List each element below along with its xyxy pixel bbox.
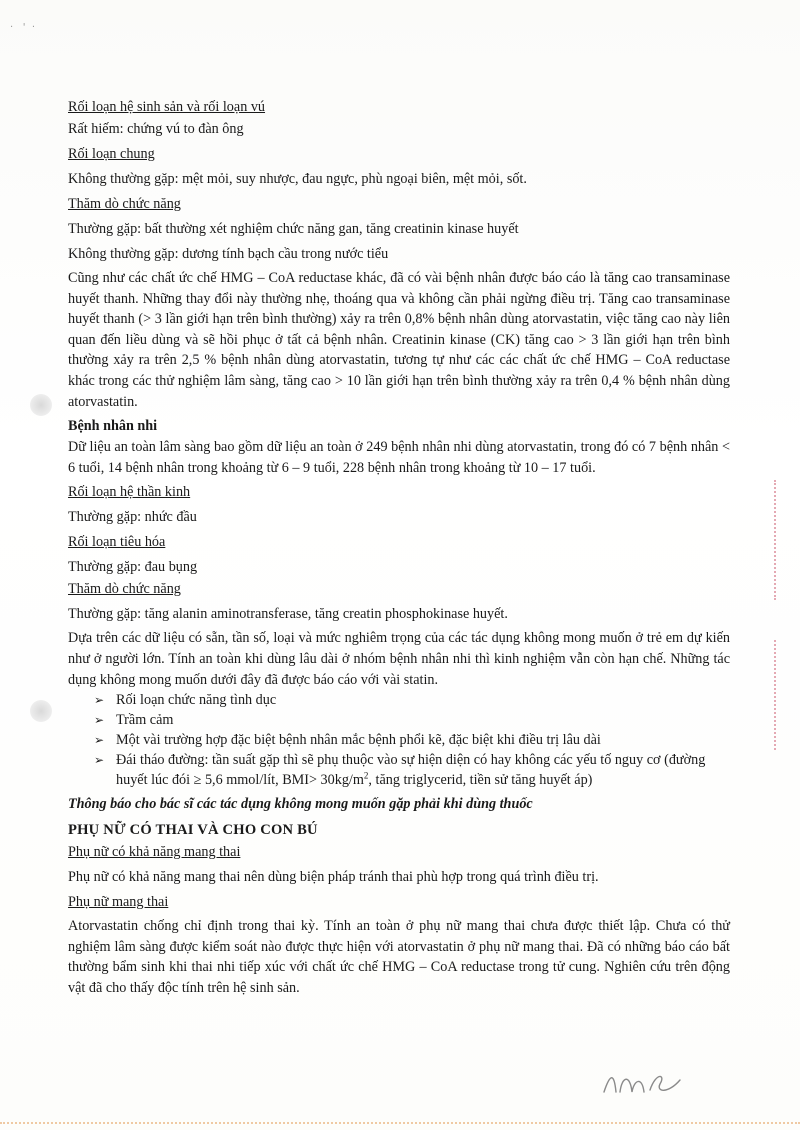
pediatric-gi-heading: Rối loạn tiêu hóa [68,534,166,551]
tests-line-1: Thường gặp: bất thường xét nghiệm chức năng gan, tăng creatinin kinase huyết [68,221,519,237]
general-line: Không thường gặp: mệt mỏi, suy nhược, đau ngực, phù ngoại biên, mệt mỏi, sốt. [68,171,527,187]
margin-mark [774,640,794,750]
pediatric-heading: Bệnh nhân nhi [68,418,158,435]
punch-hole [30,700,52,722]
arrow-bullet-icon: ➢ [94,713,105,728]
fertile-heading: Phụ nữ có khả năng mang thai [68,844,241,861]
punch-hole [30,394,52,416]
repro-line: Rất hiếm: chứng vú to đàn ông [68,121,244,137]
tests-heading: Thăm dò chức năng [68,196,181,212]
pediatric-neuro-line: Thường gặp: nhức đầu [68,509,197,526]
pregnant-paragraph: Atorvastatin chống chỉ định trong thai kỳ. Tính an toàn ở phụ nữ mang thai chưa được thiết lập. Chưa có thử nghiệm lâm sàng được kiểm soát nào được thực hiện với atorvastatin ở phụ nữ mang thai. Đã có những báo cáo bất thường bẩm sinh khi thai nhi tiếp xúc với chất ức chế HMG – CoA reductase trong tử cung. Nghiên cứu trên động vật đã cho thấy độc tính trên hệ sinh sản. [68,918,730,996]
statin-effects-list [68,690,730,790]
tests-paragraph: Cũng như các chất ức chế HMG – CoA reductase khác, đã có vài bệnh nhân được báo cáo là tăng cao transaminase huyết thanh. Những thay đổi này thường nhẹ, thoáng qua và không cần phải ngừng điều trị. Tăng cao transaminase huyết thanh (> 3 lần giới hạn trên bình thường) xảy ra trên 0,8% bệnh nhân dùng atorvastatin, việc tăng cao này liên quan đến liều dùng và sẽ hồi phục ở tất cả bệnh nhân. Creatinin kinase (CK) tăng cao > 3 lần giới hạn trên bình thường xảy ra trên 2,5 % bệnh nhân dùng atorvastatin, tương tự như các các chất ức chế HMG – CoA reductase khác trong các thử nghiệm lâm sàng, tăng cao > 10 lần giới hạn trên bình thường xảy ra trên 0,4 % bệnh nhân dùng atorvastatin. [68,270,730,410]
document-body [68,96,730,999]
doctor-notice: Thông báo cho bác sĩ các tác dụng không mong muốn gặp phải khi dùng thuốc [68,796,533,813]
arrow-bullet-icon: ➢ [94,733,105,748]
page-bottom-edge [0,1122,800,1124]
arrow-bullet-icon: ➢ [94,693,105,708]
general-heading: Rối loạn chung [68,146,155,162]
list-item: ➢ Đái tháo đường: tần suất gặp thì sẽ phụ thuộc vào sự hiện diện có hay không các yếu tố nguy cơ (đường huyết lúc đói ≥ 5,6 mmol/lít, $BMI> 30kg/m^2$, tăng triglycerid, tiền sử tăng huyết áp) [94,752,706,789]
pediatric-tests-heading: Thăm dò chức năng [68,581,181,598]
margin-mark [774,480,794,600]
list-item: ➢ Một vài trường hợp đặc biệt bệnh nhân mắc bệnh phổi kẽ, đặc biệt khi điều trị lâu dài [94,732,601,749]
pregnant-heading: Phụ nữ mang thai [68,894,169,911]
repro-heading: Rối loạn hệ sinh sản và rối loạn vú [68,99,266,115]
pediatric-paragraph: Dựa trên các dữ liệu có sẵn, tần số, loại và mức nghiêm trọng của các tác dụng không mong muốn ở trẻ em dự kiến như ở người lớn. Tính an toàn khi dùng lâu dài ở nhóm bệnh nhân nhi thì kinh nghiệm vẫn còn hạn chế. Những tác dụng không mong muốn dưới đây đã được báo cáo với vài statin. [68,630,730,688]
pediatric-intro: Dữ liệu an toàn lâm sàng bao gồm dữ liệu an toàn ở 249 bệnh nhân nhi dùng atorvastatin, trong đó có 7 bệnh nhân < 6 tuổi, 14 bệnh nhân trong khoảng từ 6 – 9 tuổi, 228 bệnh nhân trong khoảng từ 10 – 17 tuổi. [68,439,730,476]
pediatric-tests-line: Thường gặp: tăng alanin aminotransferase, tăng creatin phosphokinase huyết. [68,606,508,623]
pediatric-gi-line: Thường gặp: đau bụng [68,559,198,576]
corner-scan-specks: · ' · [10,22,35,33]
list-item: ➢ Trầm cảm [94,712,174,729]
pediatric-neuro-heading: Rối loạn hệ thần kinh [68,484,191,501]
handwritten-initials [600,1062,690,1102]
arrow-bullet-icon: ➢ [94,753,105,768]
fertile-line: Phụ nữ có khả năng mang thai nên dùng biện pháp tránh thai phù hợp trong quá trình điều trị. [68,869,599,886]
list-item: ➢ Rối loạn chức năng tình dục [94,692,277,709]
pregnancy-title: PHỤ NỮ CÓ THAI VÀ CHO CON BÚ [68,822,318,839]
tests-line-2: Không thường gặp: dương tính bạch cầu trong nước tiểu [68,246,389,262]
